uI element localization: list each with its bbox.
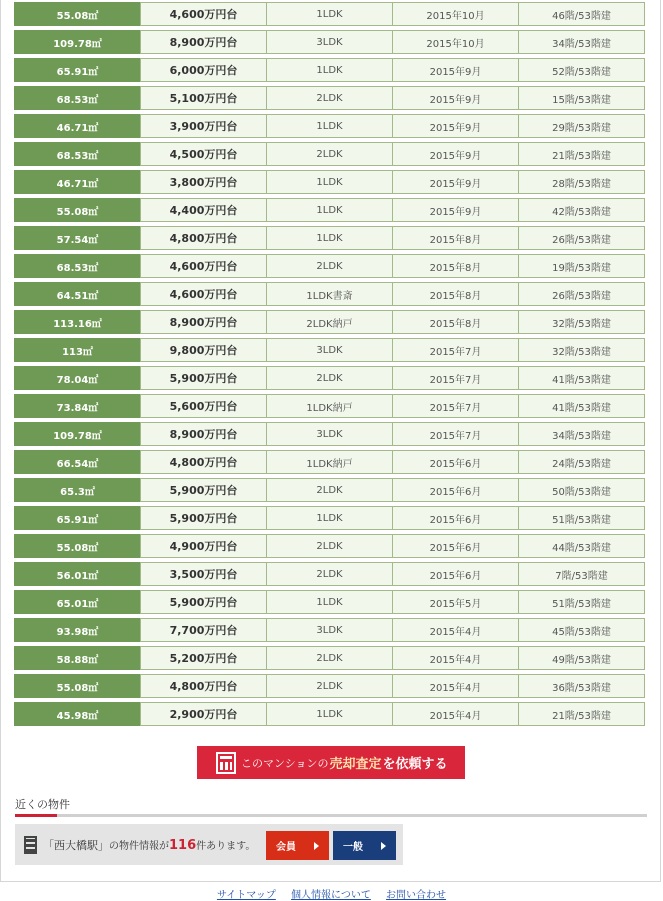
area-cell: 55.08㎡ — [14, 198, 141, 222]
floor-cell: 21階/53階建 — [518, 142, 645, 166]
layout-cell: 1LDK — [266, 2, 393, 26]
cta-highlight: 売却査定 — [329, 757, 382, 772]
price-cell: 3,800万円台 — [140, 170, 267, 194]
building-icon — [24, 836, 37, 854]
layout-cell: 1LDK — [266, 506, 393, 530]
price-cell: 9,800万円台 — [140, 338, 267, 362]
floor-cell: 32階/53階建 — [518, 338, 645, 362]
table-row — [14, 422, 648, 446]
table-row — [14, 282, 648, 306]
footer-link-contact[interactable]: お問い合わせ — [386, 890, 447, 901]
floor-cell: 15階/53階建 — [518, 86, 645, 110]
date-cell: 2015年6月 — [392, 534, 519, 558]
nearby-text-mid: の物件情報が — [109, 840, 169, 852]
floor-cell: 44階/53階建 — [518, 534, 645, 558]
floor-cell: 45階/53階建 — [518, 618, 645, 642]
price-cell: 7,700万円台 — [140, 618, 267, 642]
area-cell: 56.01㎡ — [14, 562, 141, 586]
area-cell: 65.91㎡ — [14, 58, 141, 82]
area-cell: 55.08㎡ — [14, 674, 141, 698]
member-button-label: 会員 — [276, 842, 296, 853]
nearby-text-end: 件あります。 — [196, 840, 256, 852]
date-cell: 2015年9月 — [392, 58, 519, 82]
area-cell: 57.54㎡ — [14, 226, 141, 250]
date-cell: 2015年7月 — [392, 338, 519, 362]
layout-cell: 2LDK納戸 — [266, 310, 393, 334]
footer-links — [0, 886, 663, 901]
table-row — [14, 142, 648, 166]
price-cell: 4,900万円台 — [140, 534, 267, 558]
table-row — [14, 562, 648, 586]
table-row — [14, 226, 648, 250]
date-cell: 2015年7月 — [392, 366, 519, 390]
table-row — [14, 338, 648, 362]
area-cell: 68.53㎡ — [14, 254, 141, 278]
layout-cell: 2LDK — [266, 674, 393, 698]
layout-cell: 2LDK — [266, 646, 393, 670]
layout-cell: 3LDK — [266, 30, 393, 54]
footer-link-privacy[interactable]: 個人情報について — [291, 890, 371, 901]
table-row — [14, 366, 648, 390]
price-cell: 4,800万円台 — [140, 450, 267, 474]
area-cell: 73.84㎡ — [14, 394, 141, 418]
floor-cell: 34階/53階建 — [518, 422, 645, 446]
date-cell: 2015年7月 — [392, 422, 519, 446]
nearby-summary — [43, 837, 255, 853]
table-row — [14, 394, 648, 418]
price-cell: 5,100万円台 — [140, 86, 267, 110]
price-cell: 5,200万円台 — [140, 646, 267, 670]
floor-cell: 21階/53階建 — [518, 702, 645, 726]
price-cell: 3,500万円台 — [140, 562, 267, 586]
price-cell: 8,900万円台 — [140, 422, 267, 446]
price-cell: 8,900万円台 — [140, 30, 267, 54]
area-cell: 109.78㎡ — [14, 30, 141, 54]
price-cell: 4,800万円台 — [140, 226, 267, 250]
table-row — [14, 646, 648, 670]
table-row — [14, 30, 648, 54]
floor-cell: 34階/53階建 — [518, 30, 645, 54]
date-cell: 2015年6月 — [392, 478, 519, 502]
price-cell: 6,000万円台 — [140, 58, 267, 82]
date-cell: 2015年5月 — [392, 590, 519, 614]
date-cell: 2015年4月 — [392, 674, 519, 698]
floor-cell: 29階/53階建 — [518, 114, 645, 138]
date-cell: 2015年7月 — [392, 394, 519, 418]
date-cell: 2015年9月 — [392, 114, 519, 138]
floor-cell: 41階/53階建 — [518, 394, 645, 418]
area-cell: 66.54㎡ — [14, 450, 141, 474]
table-row — [14, 170, 648, 194]
date-cell: 2015年9月 — [392, 86, 519, 110]
general-button[interactable] — [333, 831, 396, 860]
table-row — [14, 310, 648, 334]
floor-cell: 49階/53階建 — [518, 646, 645, 670]
layout-cell: 1LDK納戸 — [266, 394, 393, 418]
table-row — [14, 506, 648, 530]
price-cell: 5,900万円台 — [140, 366, 267, 390]
table-row — [14, 534, 648, 558]
table-row — [14, 114, 648, 138]
layout-cell: 1LDK — [266, 702, 393, 726]
table-row — [14, 198, 648, 222]
price-cell: 5,900万円台 — [140, 506, 267, 530]
price-cell: 4,600万円台 — [140, 282, 267, 306]
chevron-right-icon — [314, 842, 319, 850]
layout-cell: 1LDK書斎 — [266, 282, 393, 306]
section-divider — [15, 814, 647, 817]
layout-cell: 1LDK — [266, 590, 393, 614]
table-row — [14, 478, 648, 502]
price-cell: 4,500万円台 — [140, 142, 267, 166]
nearby-section-title: 近くの物件 — [15, 798, 70, 811]
layout-cell: 2LDK — [266, 534, 393, 558]
area-cell: 58.88㎡ — [14, 646, 141, 670]
layout-cell: 2LDK — [266, 142, 393, 166]
layout-cell: 1LDK納戸 — [266, 450, 393, 474]
floor-cell: 36階/53階建 — [518, 674, 645, 698]
member-button[interactable] — [266, 831, 329, 860]
area-cell: 55.08㎡ — [14, 534, 141, 558]
date-cell: 2015年6月 — [392, 450, 519, 474]
price-cell: 8,900万円台 — [140, 310, 267, 334]
price-cell: 4,600万円台 — [140, 254, 267, 278]
area-cell: 65.91㎡ — [14, 506, 141, 530]
layout-cell: 2LDK — [266, 86, 393, 110]
price-cell: 5,900万円台 — [140, 478, 267, 502]
general-button-label: 一般 — [343, 842, 363, 853]
price-cell: 4,400万円台 — [140, 198, 267, 222]
floor-cell: 26階/53階建 — [518, 226, 645, 250]
price-cell: 2,900万円台 — [140, 702, 267, 726]
table-row — [14, 2, 648, 26]
area-cell: 93.98㎡ — [14, 618, 141, 642]
station-name: 「西大橋駅」 — [43, 838, 109, 852]
date-cell: 2015年8月 — [392, 282, 519, 306]
area-cell: 55.08㎡ — [14, 2, 141, 26]
floor-cell: 28階/53階建 — [518, 170, 645, 194]
price-cell: 5,900万円台 — [140, 590, 267, 614]
area-cell: 64.51㎡ — [14, 282, 141, 306]
area-cell: 113㎡ — [14, 338, 141, 362]
date-cell: 2015年6月 — [392, 506, 519, 530]
price-cell: 4,800万円台 — [140, 674, 267, 698]
property-count: 116 — [169, 837, 197, 853]
layout-cell: 3LDK — [266, 338, 393, 362]
layout-cell: 3LDK — [266, 422, 393, 446]
area-cell: 113.16㎡ — [14, 310, 141, 334]
layout-cell: 2LDK — [266, 366, 393, 390]
area-cell: 109.78㎡ — [14, 422, 141, 446]
table-row — [14, 450, 648, 474]
calculator-icon — [216, 752, 236, 774]
floor-cell: 51階/53階建 — [518, 590, 645, 614]
floor-cell: 26階/53階建 — [518, 282, 645, 306]
date-cell: 2015年8月 — [392, 226, 519, 250]
floor-cell: 7階/53階建 — [518, 562, 645, 586]
layout-cell: 1LDK — [266, 114, 393, 138]
table-row — [14, 674, 648, 698]
area-cell: 78.04㎡ — [14, 366, 141, 390]
table-row — [14, 702, 648, 726]
layout-cell: 1LDK — [266, 198, 393, 222]
floor-cell: 52階/53階建 — [518, 58, 645, 82]
area-cell: 65.3㎡ — [14, 478, 141, 502]
floor-cell: 24階/53階建 — [518, 450, 645, 474]
date-cell: 2015年4月 — [392, 646, 519, 670]
cta-prefix: このマンションの — [241, 756, 329, 770]
price-cell: 4,600万円台 — [140, 2, 267, 26]
price-cell: 3,900万円台 — [140, 114, 267, 138]
area-cell: 46.71㎡ — [14, 170, 141, 194]
table-row — [14, 58, 648, 82]
floor-cell: 41階/53階建 — [518, 366, 645, 390]
transaction-table — [14, 2, 648, 730]
cta-suffix: を依頼する — [382, 757, 448, 772]
floor-cell: 42階/53階建 — [518, 198, 645, 222]
table-row — [14, 254, 648, 278]
floor-cell: 51階/53階建 — [518, 506, 645, 530]
floor-cell: 32階/53階建 — [518, 310, 645, 334]
chevron-right-icon — [381, 842, 386, 850]
date-cell: 2015年4月 — [392, 702, 519, 726]
footer-link-sitemap[interactable]: サイトマップ — [216, 890, 276, 901]
sale-appraisal-request-button[interactable] — [197, 746, 465, 779]
layout-cell: 2LDK — [266, 562, 393, 586]
layout-cell: 1LDK — [266, 226, 393, 250]
table-row — [14, 86, 648, 110]
date-cell: 2015年9月 — [392, 142, 519, 166]
table-row — [14, 590, 648, 614]
date-cell: 2015年9月 — [392, 198, 519, 222]
date-cell: 2015年10月 — [392, 30, 519, 54]
area-cell: 45.98㎡ — [14, 702, 141, 726]
layout-cell: 3LDK — [266, 618, 393, 642]
price-cell: 5,600万円台 — [140, 394, 267, 418]
area-cell: 65.01㎡ — [14, 590, 141, 614]
date-cell: 2015年10月 — [392, 2, 519, 26]
layout-cell: 2LDK — [266, 254, 393, 278]
date-cell: 2015年8月 — [392, 254, 519, 278]
floor-cell: 19階/53階建 — [518, 254, 645, 278]
nearby-properties-box — [15, 824, 403, 865]
date-cell: 2015年9月 — [392, 170, 519, 194]
layout-cell: 1LDK — [266, 170, 393, 194]
area-cell: 68.53㎡ — [14, 86, 141, 110]
layout-cell: 2LDK — [266, 478, 393, 502]
date-cell: 2015年8月 — [392, 310, 519, 334]
date-cell: 2015年4月 — [392, 618, 519, 642]
table-row — [14, 618, 648, 642]
area-cell: 46.71㎡ — [14, 114, 141, 138]
layout-cell: 1LDK — [266, 58, 393, 82]
floor-cell: 50階/53階建 — [518, 478, 645, 502]
date-cell: 2015年6月 — [392, 562, 519, 586]
floor-cell: 46階/53階建 — [518, 2, 645, 26]
area-cell: 68.53㎡ — [14, 142, 141, 166]
